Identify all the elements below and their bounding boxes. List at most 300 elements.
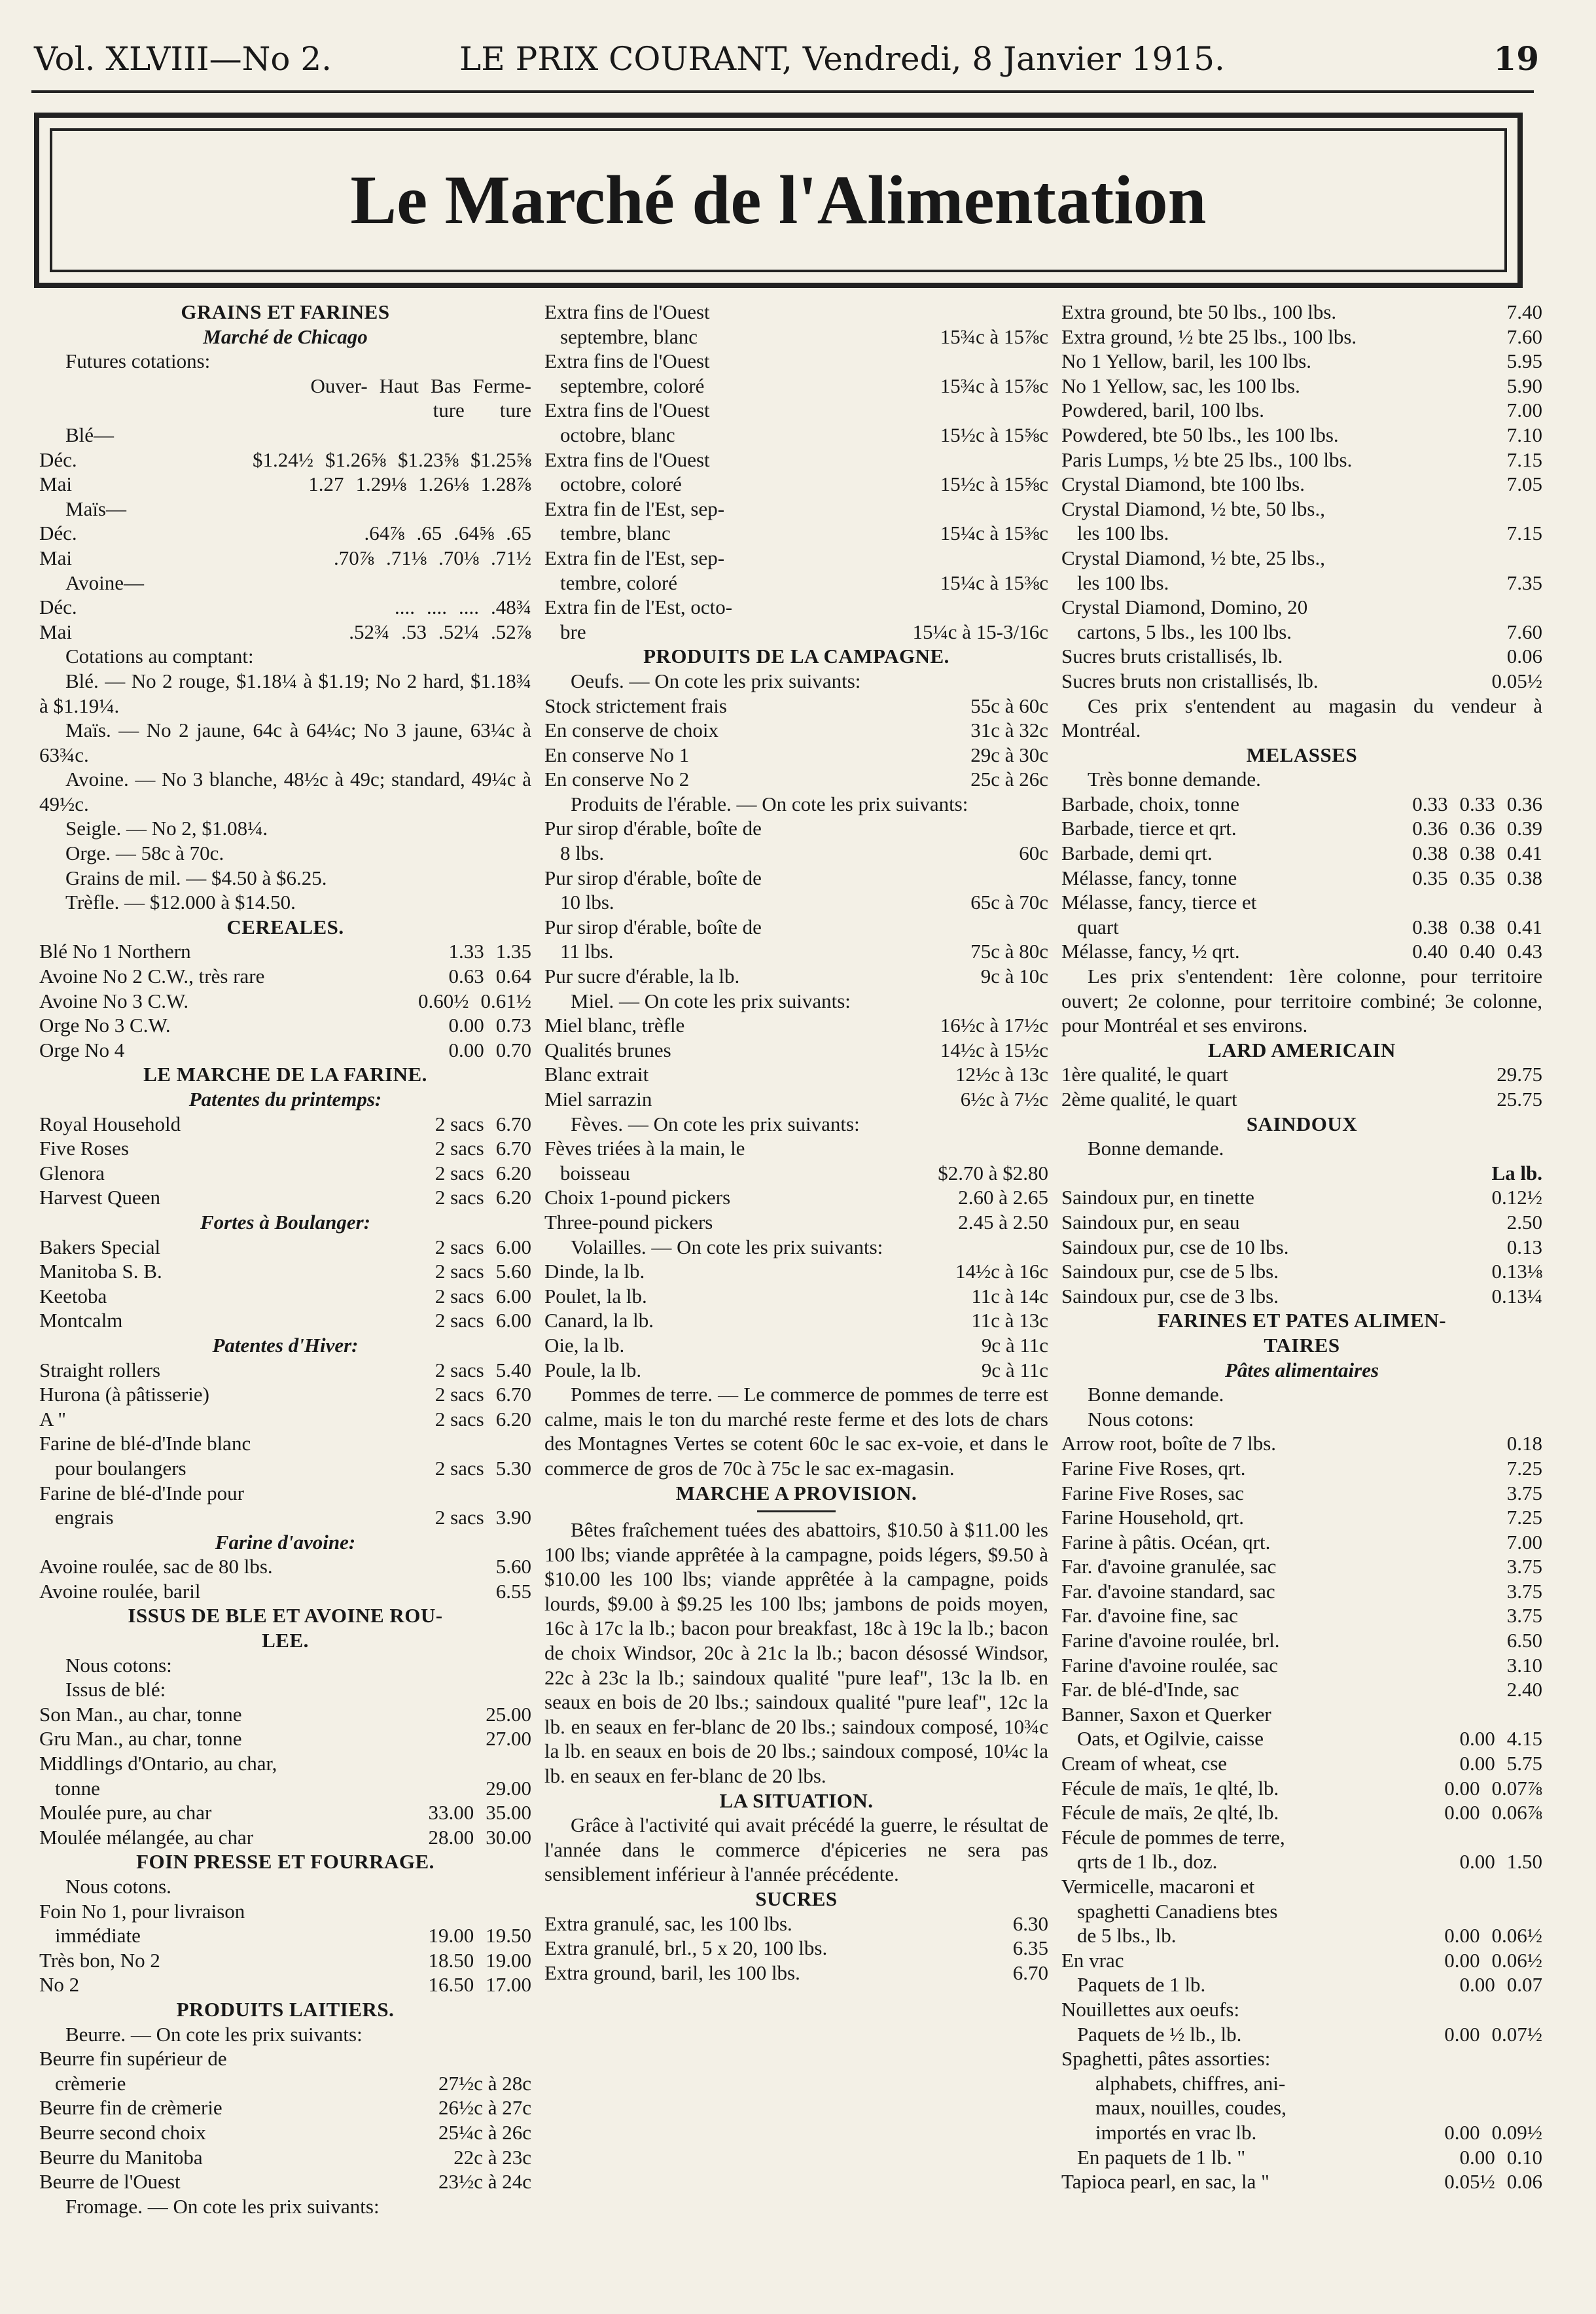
price-value: $1.26⅝ <box>325 448 386 471</box>
price-value: 0.36 <box>1506 792 1542 815</box>
price-value: 0.06 <box>1506 645 1542 668</box>
price-value: 2 sacs <box>434 1161 484 1184</box>
price-row <box>1061 1603 1542 1628</box>
item-name: Sucres bruts non cristallisés, lb. <box>1061 669 1319 692</box>
price-value: 0.06½ <box>1491 1924 1542 1948</box>
price-row <box>39 2071 531 2096</box>
price-row <box>39 374 531 399</box>
price-value: 0.00 <box>1459 1973 1495 1997</box>
subheading: Patentes du printemps: <box>188 1088 382 1111</box>
price-row <box>39 620 531 645</box>
item-name: pour boulangers <box>55 1456 186 1480</box>
price-value: 2 sacs <box>434 1186 484 1209</box>
price-row <box>1061 521 1542 546</box>
price-value: 15¼c à 15-3/16c <box>912 620 1048 643</box>
price-row <box>39 1013 531 1038</box>
price-row <box>1061 2120 1542 2145</box>
price-value: 31c à 32c <box>970 719 1048 742</box>
price-row <box>544 1912 1048 1936</box>
price-row <box>1061 1726 1542 1751</box>
price-row <box>39 1825 531 1850</box>
price-value: 6.20 <box>495 1407 531 1431</box>
section-heading: SAINDOUX <box>1246 1112 1358 1135</box>
price-row <box>39 521 531 546</box>
item-name: tembre, coloré <box>560 571 678 594</box>
price-value: 5.60 <box>495 1260 531 1283</box>
item-name: Extra granulé, brl., 5 x 20, 100 lbs. <box>544 1936 828 1960</box>
price-value: 0.36 <box>1412 817 1448 840</box>
price-row <box>1061 1161 1542 1186</box>
price-value: 29c à 30c <box>970 743 1048 766</box>
subheading: Fortes à Boulanger: <box>200 1210 371 1234</box>
section-heading: LE MARCHE DE LA FARINE. <box>143 1063 427 1086</box>
price-value: 1.27 <box>308 472 344 496</box>
paragraph: Blé. — No 2 rouge, $1.18¼ à $1.19; No 2 hard, $1.18¾ à $1.19¼. <box>39 669 531 717</box>
price-row <box>1061 915 1542 940</box>
price-value: 9c à 11c <box>981 1333 1048 1357</box>
section-heading: LA SITUATION. <box>719 1789 874 1812</box>
item-name: Farine Five Roses, qrt. <box>1061 1456 1246 1480</box>
item-name: tembre, blanc <box>560 522 671 545</box>
price-row <box>39 1407 531 1432</box>
price-row <box>1061 1431 1542 1456</box>
price-value: 7.40 <box>1506 300 1542 323</box>
price-row <box>1061 1185 1542 1210</box>
price-value: 0.00 <box>1459 2145 1495 2169</box>
price-value: 0.36 <box>1459 817 1495 840</box>
price-value: 0.06⅞ <box>1491 1801 1542 1824</box>
price-row <box>1061 1997 1542 2022</box>
price-value: 35.00 <box>486 1801 531 1824</box>
item-name: Farine de blé-d'Inde blanc <box>39 1432 251 1455</box>
price-value: 28.00 <box>428 1825 474 1849</box>
price-value: 0.00 <box>1444 1801 1480 1824</box>
price-value: 6.20 <box>495 1161 531 1184</box>
item-name: Pur sirop d'érable, boîte de <box>544 915 762 938</box>
price-row <box>1061 1972 1542 1997</box>
section-heading: GRAINS ET FARINES <box>181 300 390 323</box>
price-value: 0.13 <box>1506 1235 1542 1258</box>
price-value: 15½c à 15⅝c <box>940 423 1048 446</box>
price-value: $1.24½ <box>253 448 313 471</box>
note-line: Fèves. — On cote les prix suivants: <box>571 1112 860 1135</box>
price-row <box>1061 1554 1542 1579</box>
price-row <box>1061 1235 1542 1260</box>
subheading: Pâtes alimentaires <box>1224 1358 1379 1381</box>
price-value: 5.90 <box>1506 374 1542 397</box>
price-value: 3.10 <box>1506 1653 1542 1677</box>
price-value: 0.33 <box>1412 792 1448 815</box>
item-name: Stock strictement frais <box>544 694 727 717</box>
item-name: octobre, coloré <box>560 472 682 496</box>
item-name: Miel sarrazin <box>544 1088 652 1111</box>
item-name: Beurre fin supérieur de <box>39 2047 227 2071</box>
price-value: 16.50 <box>428 1973 474 1997</box>
subheading: Patentes d'Hiver: <box>212 1333 359 1357</box>
price-value <box>465 398 476 423</box>
price-value: 0.13¼ <box>1491 1284 1542 1308</box>
price-value: 60c <box>1019 842 1048 865</box>
item-name: Paris Lumps, ½ bte 25 lbs., 100 lbs. <box>1061 448 1353 471</box>
price-value: 1.35 <box>495 940 531 963</box>
price-row <box>39 1136 531 1161</box>
item-name: octobre, blanc <box>560 423 675 446</box>
item-name: En vrac <box>1061 1948 1124 1972</box>
paragraph: Pommes de terre. — Le commerce de pommes de terre est calme, mais le ton du marché reste ferme et des lots de chars des Montagnes Vertes se cotent 60c le sac ex-voie, et dans le commerce de gros de 70c à 75c le sac ex-magasin. <box>544 1383 1048 1480</box>
item-name: Farine à pâtis. Océan, qrt. <box>1061 1530 1271 1554</box>
price-value: 2.40 <box>1506 1678 1542 1701</box>
item-name: Fécule de maïs, 1e qlté, lb. <box>1061 1776 1279 1800</box>
price-value: .... <box>459 596 479 619</box>
price-row <box>1061 1259 1542 1284</box>
note-line: Nous cotons. <box>65 1875 171 1898</box>
item-name: Powdered, baril, 100 lbs. <box>1061 399 1264 422</box>
price-row <box>39 546 531 571</box>
price-row <box>1061 497 1542 522</box>
item-name: Saindoux pur, cse de 5 lbs. <box>1061 1260 1279 1283</box>
item-name: 8 lbs. <box>560 842 605 865</box>
paragraph: Maïs. — No 2 jaune, 64c à 64¼c; No 3 jaune, 63¼c à 63¾c. <box>39 719 531 766</box>
item-name <box>39 398 427 423</box>
price-row <box>39 1923 531 1948</box>
price-row <box>544 694 1048 719</box>
price-value: 11c à 14c <box>971 1284 1048 1308</box>
item-name: Paquets de ½ lb., lb. <box>1077 2022 1242 2046</box>
item-name: Pur sirop d'érable, boîte de <box>544 817 762 840</box>
price-value: 29.75 <box>1497 1063 1542 1086</box>
price-value: 7.35 <box>1506 571 1542 594</box>
item-name: Saindoux pur, en tinette <box>1061 1186 1254 1209</box>
item-name: Beurre de l'Ouest <box>39 2170 181 2194</box>
price-value: 0.18 <box>1506 1432 1542 1455</box>
item-name: Manitoba S. B. <box>39 1260 162 1283</box>
price-value: 55c à 60c <box>970 694 1048 717</box>
price-value: 0.00 <box>1444 1948 1480 1972</box>
note-line: Blé— <box>65 423 115 446</box>
item-name: Pur sirop d'érable, boîte de <box>544 866 762 889</box>
note-line: Bonne demande. <box>1088 1137 1224 1160</box>
paragraph: Produits de l'érable. — On cote les prix suivants: <box>571 792 968 815</box>
price-row <box>544 1062 1048 1087</box>
price-value: .... <box>427 596 447 619</box>
price-value: 2.50 <box>1506 1210 1542 1234</box>
item-name: Barbade, choix, tonne <box>1061 792 1240 815</box>
note-line: Issus de blé: <box>65 1678 166 1701</box>
price-row <box>544 423 1048 448</box>
price-value: $1.23⅝ <box>398 448 459 471</box>
item-name: Foin No 1, pour livraison <box>39 1899 245 1923</box>
price-value: 6.00 <box>495 1309 531 1332</box>
paragraph: Les prix s'entendent: 1ère colonne, pour territoire ouvert; 2e colonne, pour territoire combiné; 3e colonne, pour Montréal et ses environs. <box>1061 965 1542 1037</box>
price-value: Bas <box>430 374 461 397</box>
item-name: Avoine roulée, baril <box>39 1579 201 1603</box>
price-value: 14½c à 15½c <box>940 1038 1048 1061</box>
section-heading: ISSUS DE BLE ET AVOINE ROU- <box>128 1604 443 1628</box>
note-line: Nous cotons: <box>65 1653 172 1677</box>
price-row <box>1061 374 1542 399</box>
price-row <box>39 1382 531 1407</box>
note-line: Grains de mil. — $4.50 à $6.25. <box>65 866 327 889</box>
item-name: Far. d'avoine granulée, sac <box>1061 1555 1277 1578</box>
price-row <box>544 325 1048 349</box>
price-value: 0.00 <box>1444 2022 1480 2046</box>
price-row <box>544 1259 1048 1284</box>
price-row <box>39 1112 531 1137</box>
price-row <box>39 1751 531 1776</box>
item-name: Fécule de maïs, 2e qlté, lb. <box>1061 1801 1279 1824</box>
item-name: Canard, la lb. <box>544 1309 654 1332</box>
price-row <box>1061 792 1542 817</box>
item-name: Cream of wheat, cse <box>1061 1752 1228 1775</box>
price-value: 0.00 <box>1459 1752 1495 1775</box>
price-row <box>39 964 531 989</box>
price-value: Haut <box>379 374 419 397</box>
price-row <box>544 1333 1048 1358</box>
item-name: de 5 lbs., lb. <box>1077 1924 1177 1948</box>
price-value: 19.50 <box>486 1924 531 1948</box>
item-name: Fèves triées à la main, le <box>544 1137 745 1160</box>
price-value: 6.00 <box>495 1235 531 1258</box>
price-value: 0.00 <box>448 1014 484 1037</box>
section-heading: FARINES ET PATES ALIMEN- <box>1157 1309 1447 1332</box>
price-row <box>1061 1579 1542 1604</box>
column-3 <box>1061 300 1542 2302</box>
price-value: 0.70 <box>495 1038 531 1061</box>
item-name: A " <box>39 1407 67 1431</box>
item-name: Vermicelle, macaroni et <box>1061 1875 1255 1898</box>
price-value: 1.28⅞ <box>480 472 531 496</box>
item-name: Extra fins de l'Ouest <box>544 300 710 323</box>
price-value: 6.70 <box>495 1137 531 1160</box>
price-row <box>544 1961 1048 1985</box>
price-value: 1.26⅛ <box>418 472 469 496</box>
price-value: 26½c à 27c <box>438 2096 531 2120</box>
item-name: Avoine roulée, sac de 80 lbs. <box>39 1555 273 1578</box>
price-value: 0.07½ <box>1491 2022 1542 2046</box>
price-row <box>1061 300 1542 325</box>
price-value: 5.60 <box>495 1555 531 1578</box>
price-value: 7.15 <box>1506 448 1542 471</box>
price-value: 6½c à 7½c <box>960 1088 1048 1111</box>
price-row <box>39 1456 531 1481</box>
item-name: Montcalm <box>39 1309 123 1332</box>
item-name: Crystal Diamond, bte 100 lbs. <box>1061 472 1305 496</box>
item-name: Far. de blé-d'Inde, sac <box>1061 1678 1239 1701</box>
price-value: 2 sacs <box>434 1309 484 1332</box>
price-value: 0.05½ <box>1491 669 1542 692</box>
item-name: Mai <box>39 472 72 496</box>
price-row <box>544 866 1048 891</box>
item-name: Banner, Saxon et Querker <box>1061 1702 1271 1726</box>
price-row <box>39 1185 531 1210</box>
item-name: Crystal Diamond, ½ bte, 25 lbs., <box>1061 546 1325 569</box>
item-name: Arrow root, boîte de 7 lbs. <box>1061 1432 1277 1455</box>
price-value: 30.00 <box>486 1825 531 1849</box>
price-value: 0.33 <box>1459 792 1495 815</box>
price-row <box>1061 423 1542 448</box>
price-row <box>39 1481 531 1506</box>
item-name: Farine de blé-d'Inde pour <box>39 1481 244 1504</box>
price-value: .48¾ <box>491 596 531 619</box>
price-row <box>1061 448 1542 472</box>
price-row <box>39 1038 531 1063</box>
item-name: En paquets de 1 lb. " <box>1077 2145 1246 2169</box>
price-value: 23½c à 24c <box>438 2170 531 2194</box>
price-row <box>1061 620 1542 645</box>
price-value: 0.41 <box>1506 915 1542 938</box>
price-row <box>39 398 531 423</box>
price-value: .64⅞ <box>364 522 405 545</box>
price-value: 7.25 <box>1506 1456 1542 1480</box>
item-name: spaghetti Canadiens btes <box>1077 1899 1278 1923</box>
item-name: No 1 Yellow, baril, les 100 lbs. <box>1061 349 1312 373</box>
price-value: 0.61½ <box>480 989 531 1012</box>
price-value: 2 sacs <box>434 1112 484 1135</box>
item-name: Powdered, bte 50 lbs., les 100 lbs. <box>1061 423 1339 446</box>
item-name: Extra ground, bte 50 lbs., 100 lbs. <box>1061 300 1337 323</box>
price-value: ture <box>499 399 531 422</box>
item-name: Poule, la lb. <box>544 1358 642 1381</box>
price-value: 12½c à 13c <box>955 1063 1048 1086</box>
price-value: 18.50 <box>428 1948 474 1972</box>
item-name: 11 lbs. <box>560 940 614 963</box>
price-value: 6.00 <box>495 1284 531 1308</box>
item-name: bre <box>560 620 586 643</box>
item-name: Extra ground, ½ bte 25 lbs., 100 lbs. <box>1061 325 1357 348</box>
item-name: septembre, blanc <box>560 325 698 348</box>
price-row <box>1061 1751 1542 1776</box>
item-name: quart <box>1077 915 1119 938</box>
price-value: 0.64 <box>495 965 531 988</box>
section-heading: MELASSES <box>1246 743 1358 766</box>
paragraph: Bêtes fraîchement tuées des abattoirs, $10.50 à $11.00 les 100 lbs; viande apprêtée à la campagne, poids légers, $9.50 à $10.00 les 100 lbs; viande apprêtée à la campagne, poids lourds, $9.00 à $9.25 les 100 lbs; jambons de poids moyen, 16c à 17c la lb.; bacon pour breakfast, 18c à 19c la lb.; bacon de choix Windsor, 20c à 21c la lb.; bacon désossé Windsor, 22c à 23c la lb.; saindoux qualité "pure leaf", 13c la lb. en seaux en bois de 20 lbs.; saindoux qualité "pure leaf", 12c la lb. en seaux en fer-blanc de 20 lbs.; saindoux composé, 10¾c la lb. en seaux en bois de 20 lbs.; saindoux composé, 10¼c la lb. en seaux en fer-blanc de 20 lbs. <box>544 1518 1048 1788</box>
item-name: Gru Man., au char, tonne <box>39 1727 242 1751</box>
price-row <box>1061 1776 1542 1801</box>
price-value: 0.60½ <box>418 989 469 1012</box>
item-name: Farine Five Roses, sac <box>1061 1481 1244 1504</box>
price-row <box>544 1136 1048 1161</box>
note-line: Avoine— <box>65 571 144 594</box>
price-value: .52¼ <box>438 620 479 643</box>
price-value: 6.50 <box>1506 1629 1542 1652</box>
price-row <box>39 1579 531 1604</box>
price-value: 3.90 <box>495 1506 531 1529</box>
price-value: 0.12½ <box>1491 1186 1542 1209</box>
section-heading: PRODUITS DE LA CAMPAGNE. <box>643 645 949 668</box>
price-row <box>1061 890 1542 915</box>
price-value: .64⅝ <box>453 522 495 545</box>
price-row <box>544 1038 1048 1063</box>
price-row <box>544 1308 1048 1333</box>
price-value: 5.95 <box>1506 349 1542 373</box>
price-row <box>544 939 1048 964</box>
note-line: Bonne demande. <box>1088 1383 1224 1406</box>
price-row <box>544 915 1048 940</box>
price-row <box>1061 1062 1542 1087</box>
price-value: .70⅞ <box>334 546 374 569</box>
section-heading: SUCRES <box>755 1887 838 1910</box>
item-name: Beurre du Manitoba <box>39 2145 203 2169</box>
price-value: 0.35 <box>1459 866 1495 889</box>
item-name: Farine d'avoine roulée, sac <box>1061 1653 1278 1677</box>
price-value: 14½c à 16c <box>955 1260 1048 1283</box>
price-row <box>39 1308 531 1333</box>
price-value: 2 sacs <box>434 1260 484 1283</box>
price-row <box>1061 1653 1542 1678</box>
item-name: Hurona (à pâtisserie) <box>39 1383 209 1406</box>
price-row <box>1061 546 1542 571</box>
price-value: 1.33 <box>448 940 484 963</box>
price-row <box>1061 816 1542 841</box>
price-row <box>1061 669 1542 694</box>
price-value: 3.75 <box>1506 1579 1542 1603</box>
price-row <box>544 1284 1048 1309</box>
price-value: $2.70 à $2.80 <box>938 1161 1048 1184</box>
price-value: 2 sacs <box>434 1284 484 1308</box>
price-row <box>544 300 1048 325</box>
paragraph: Grâce à l'activité qui avait précédé la guerre, le résultat de l'année dans le commerce d'épiceries ne sera pas sensiblement inférieur à l'année précédente. <box>544 1813 1048 1886</box>
price-row <box>544 718 1048 743</box>
price-value: 4.15 <box>1506 1727 1542 1751</box>
price-row <box>39 1284 531 1309</box>
price-row <box>1061 866 1542 891</box>
item-name: Extra fins de l'Ouest <box>544 399 710 422</box>
subheading: Farine d'avoine: <box>215 1530 356 1554</box>
price-row <box>39 2169 531 2194</box>
price-value: 0.00 <box>1444 1924 1480 1948</box>
price-row <box>544 398 1048 423</box>
price-row <box>1061 1899 1542 1924</box>
note-line: Seigle. — No 2, $1.08¼. <box>65 817 268 840</box>
price-value: 7.25 <box>1506 1506 1542 1529</box>
price-row <box>39 1358 531 1383</box>
price-value: 0.35 <box>1412 866 1448 889</box>
price-value: 17.00 <box>486 1973 531 1997</box>
price-row <box>1061 2022 1542 2047</box>
price-value: 0.10 <box>1506 2145 1542 2169</box>
price-row <box>1061 1677 1542 1702</box>
price-value: Ferme- <box>472 374 531 397</box>
price-row <box>1061 1481 1542 1506</box>
price-row <box>544 546 1048 571</box>
price-row <box>1061 349 1542 374</box>
section-heading: LARD AMERICAIN <box>1208 1038 1396 1061</box>
price-value: 2 sacs <box>434 1383 484 1406</box>
section-heading: TAIRES <box>1264 1333 1340 1357</box>
item-name: qrts de 1 lb., doz. <box>1077 1850 1218 1874</box>
item-name: Orge No 3 C.W. <box>39 1014 171 1037</box>
price-row <box>39 1726 531 1751</box>
price-value: La lb. <box>1491 1161 1542 1184</box>
price-row <box>544 964 1048 989</box>
price-row <box>1061 2145 1542 2170</box>
item-name: immédiate <box>55 1924 141 1948</box>
price-value: 65c à 70c <box>970 891 1048 914</box>
item-name: Saindoux pur, cse de 10 lbs. <box>1061 1235 1289 1258</box>
price-row <box>544 1358 1048 1383</box>
price-value: 5.30 <box>495 1456 531 1480</box>
item-name: Sucres bruts cristallisés, lb. <box>1061 645 1283 668</box>
item-name: Keetoba <box>39 1284 107 1308</box>
price-row <box>39 1431 531 1456</box>
note-line: Nous cotons: <box>1088 1407 1194 1431</box>
price-value: 7.05 <box>1506 472 1542 496</box>
price-value: .52¾ <box>349 620 390 643</box>
price-value: 0.38 <box>1459 842 1495 865</box>
price-value: 19.00 <box>428 1924 474 1948</box>
price-value: 0.38 <box>1412 842 1448 865</box>
price-value: 0.00 <box>1444 2120 1480 2144</box>
